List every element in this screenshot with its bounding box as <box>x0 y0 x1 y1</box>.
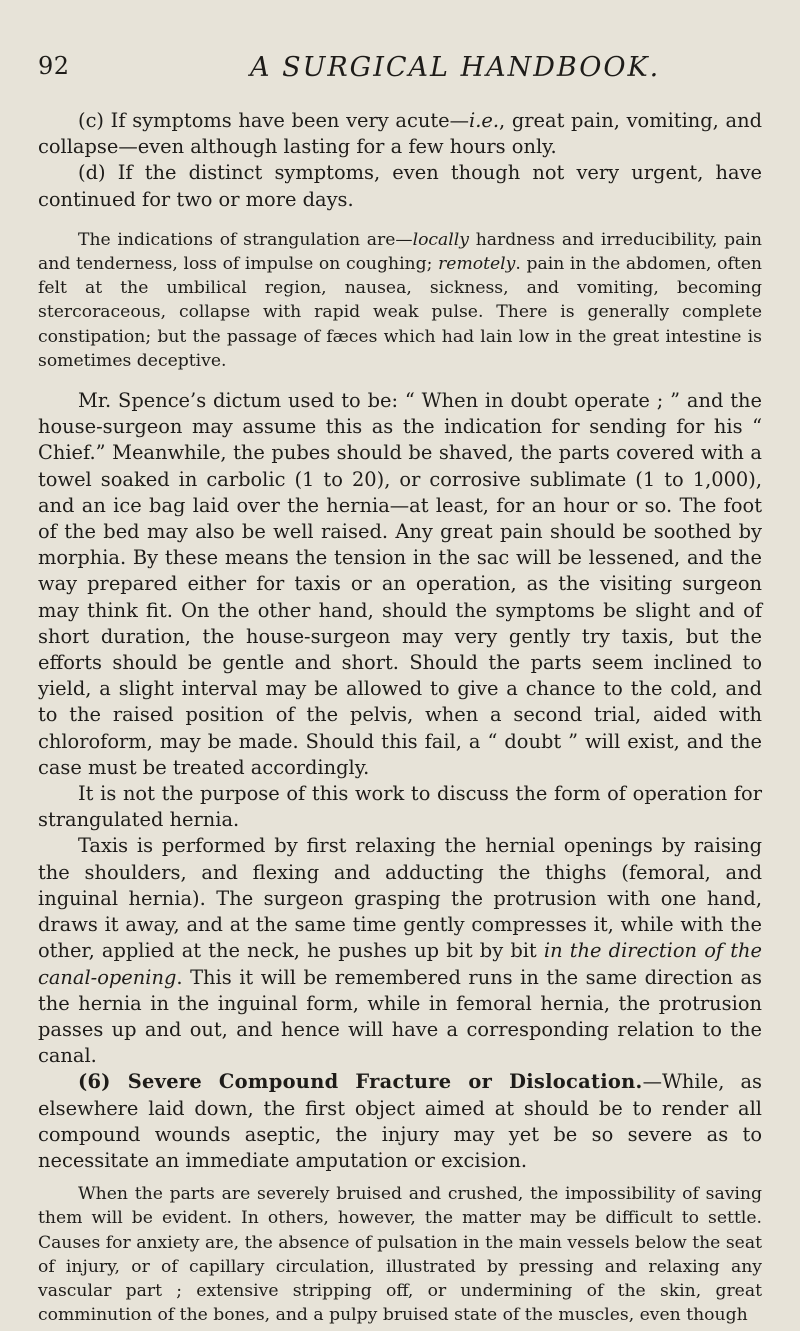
page-header <box>38 52 772 92</box>
paragraph-purpose: It is not the purpose of this work to discuss the form of operation for strangulated hernia. <box>38 782 762 832</box>
paragraph-bruised: When the parts are severely bruised and crushed, the impossibility of saving them will be evident. In others, however, the matter may be difficult to settle. Causes for anxiety are, the absence of pulsation in the main vessels below the seat of injury, or of capillary circulation, illustrated by pressing and relaxing any vascular part ; extensive stripping off, or undermining of the skin, great comminution of the bones, and a pulpy bruised state of the muscles, even though <box>38 1184 762 1326</box>
paragraph-fracture: (6) Severe Compound Fracture or Dislocation.—While, as elsewhere laid down, the first object aimed at should be to render all compound wounds aseptic, the injury may yet be so severe as to necessitate an immediate amputation or excision. <box>38 1070 762 1172</box>
page-number: 92 <box>38 52 70 80</box>
strangulation-block <box>38 228 762 373</box>
paragraph-c: (c) If symptoms have been very acute—i.e., great pain, vomiting, and collapse—even although lasting for a few hours only. <box>38 109 762 159</box>
paragraph-d: (d) If the distinct symptoms, even though not very urgent, have continued for two or more days. <box>38 161 762 211</box>
paragraph-strangulation: The indications of strangulation are—locally hardness and irreducibility, pain and tenderness, loss of impulse on coughing; remotely. pain in the abdomen, often felt at the umbilical region, nausea, sickness, and vomiting, becoming stercoraceous, collapse with rapid weak pulse. There is generally complete constipation; but the passage of fæces which had lain low in the great intestine is sometimes deceptive. <box>38 229 762 371</box>
bruised-block <box>38 1182 762 1327</box>
paragraph-taxis: Taxis is performed by first relaxing the hernial openings by raising the shoulders, and flexing and adducting the thighs (femoral, and inguinal hernia). The surgeon grasping the protrusion with one hand, draws it away, and at the same time gently compresses it, while with the other, applied at the neck, he pushes up bit by bit in the direction of the canal-opening. This it will be remembered runs in the same direction as the hernia in the inguinal form, while in femoral hernia, the protrusion passes up and out, and hence will have a corresponding relation to the canal. <box>38 834 762 1068</box>
paragraph-spence: Mr. Spence’s dictum used to be: “ When in doubt operate ; ” and the house-surgeon may assume this as the indication for sending for his “ Chief.” Meanwhile, the pubes should be shaved, the parts covered with a towel soaked in carbolic (1 to 20), or corrosive sublimate (1 to 1,000), and an ice bag laid over the hernia—at least, for an hour or so. The foot of the bed may also be well raised. Any great pain should be soothed by morphia. By these means the tension in the sac will be lessened, and the way prepared either for taxis or an operation, as the visiting surgeon may think fit. On the other hand, should the symptoms be slight and of short duration, the house-surgeon may very gently try taxis, but the efforts should be gentle and short. Should the parts seem inclined to yield, a slight interval may be allowed to give a chance to the cold, and to the raised position of the pelvis, when a second trial, aided with chloroform, may be made. Should this fail, a “ doubt ” will exist, and the case must be treated accordingly. <box>38 389 762 779</box>
section-heading: (6) Severe Compound Fracture or Dislocation. <box>78 1070 643 1094</box>
page-body <box>38 108 762 1327</box>
running-title: A SURGICAL HANDBOOK. <box>250 52 661 83</box>
